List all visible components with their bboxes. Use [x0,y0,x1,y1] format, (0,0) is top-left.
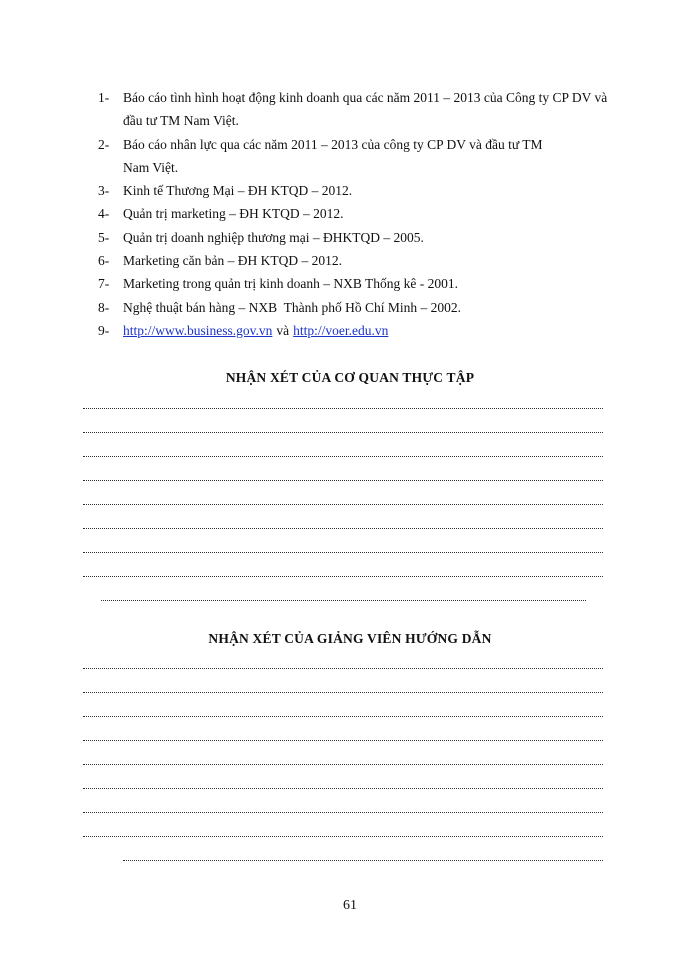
reference-item [98,249,628,272]
reference-number: 4- [98,206,110,222]
reference-text: Quản trị marketing – ĐH KTQD – 2012. [123,206,344,222]
comment-line [83,504,603,505]
reference-number: 1- [98,90,110,105]
comment-line [83,408,603,409]
reference-text: Marketing trong quản trị kinh doanh – NXB Thống kê - 2001. [123,276,458,292]
comment-line [83,692,603,693]
comment-line [83,552,603,553]
comment-line [83,668,603,669]
comment-line [83,716,603,717]
comment-line [83,812,603,813]
business-gov-link[interactable]: http://www.business.gov.vn [123,322,273,338]
comment-line [83,432,603,433]
conjunction: và [276,322,290,338]
reference-item [98,272,628,295]
comment-line [83,836,603,837]
comment-line [83,576,603,577]
supervisor-comment-heading: NHẬN XÉT CỦA GIẢNG VIÊN HƯỚNG DẪN [208,631,492,646]
reference-item [98,86,628,133]
comment-line [83,480,603,481]
comment-line [83,456,603,457]
page-number: 61 [343,898,357,913]
reference-number: 5- [98,229,110,245]
reference-number: 8- [98,299,110,315]
reference-links [123,319,628,342]
reference-text: Nghệ thuật bán hàng – NXB Thành phố Hồ Chí Minh – 2002. [123,299,461,315]
reference-number: 2- [98,136,110,152]
reference-item [98,202,628,225]
reference-item [98,226,628,249]
comment-line [83,528,603,529]
internship-agency-comment-heading: NHẬN XÉT CỦA CƠ QUAN THỰC TẬP [225,370,475,385]
reference-item-links [98,319,628,342]
reference-item [98,179,628,202]
reference-text: Báo cáo nhân lực qua các năm 2011 – 2013 của công ty CP DV và đầu tư TM Nam Việt. [123,136,543,175]
comment-line [101,600,586,601]
reference-text: Quản trị doanh nghiệp thương mại – ĐHKTQD – 2005. [123,229,424,245]
reference-item [98,296,628,319]
reference-text: Marketing căn bản – ĐH KTQD – 2012. [123,253,342,269]
reference-text: Kinh tế Thương Mại – ĐH KTQD – 2012. [123,183,353,199]
comment-line [83,788,603,789]
comment-line [123,860,603,861]
comment-line [83,740,603,741]
reference-number: 3- [98,183,110,199]
comment-line [83,764,603,765]
reference-number: 6- [98,253,110,269]
reference-text: Báo cáo tình hình hoạt động kinh doanh qua các năm 2011 – 2013 của Công ty CP DV và đầu tư TM Nam Việt. [123,90,608,129]
reference-list [98,86,628,342]
voer-link[interactable]: http://voer.edu.vn [293,322,389,338]
reference-number: 7- [98,276,110,292]
reference-number: 9- [98,322,110,338]
reference-item [98,133,628,180]
